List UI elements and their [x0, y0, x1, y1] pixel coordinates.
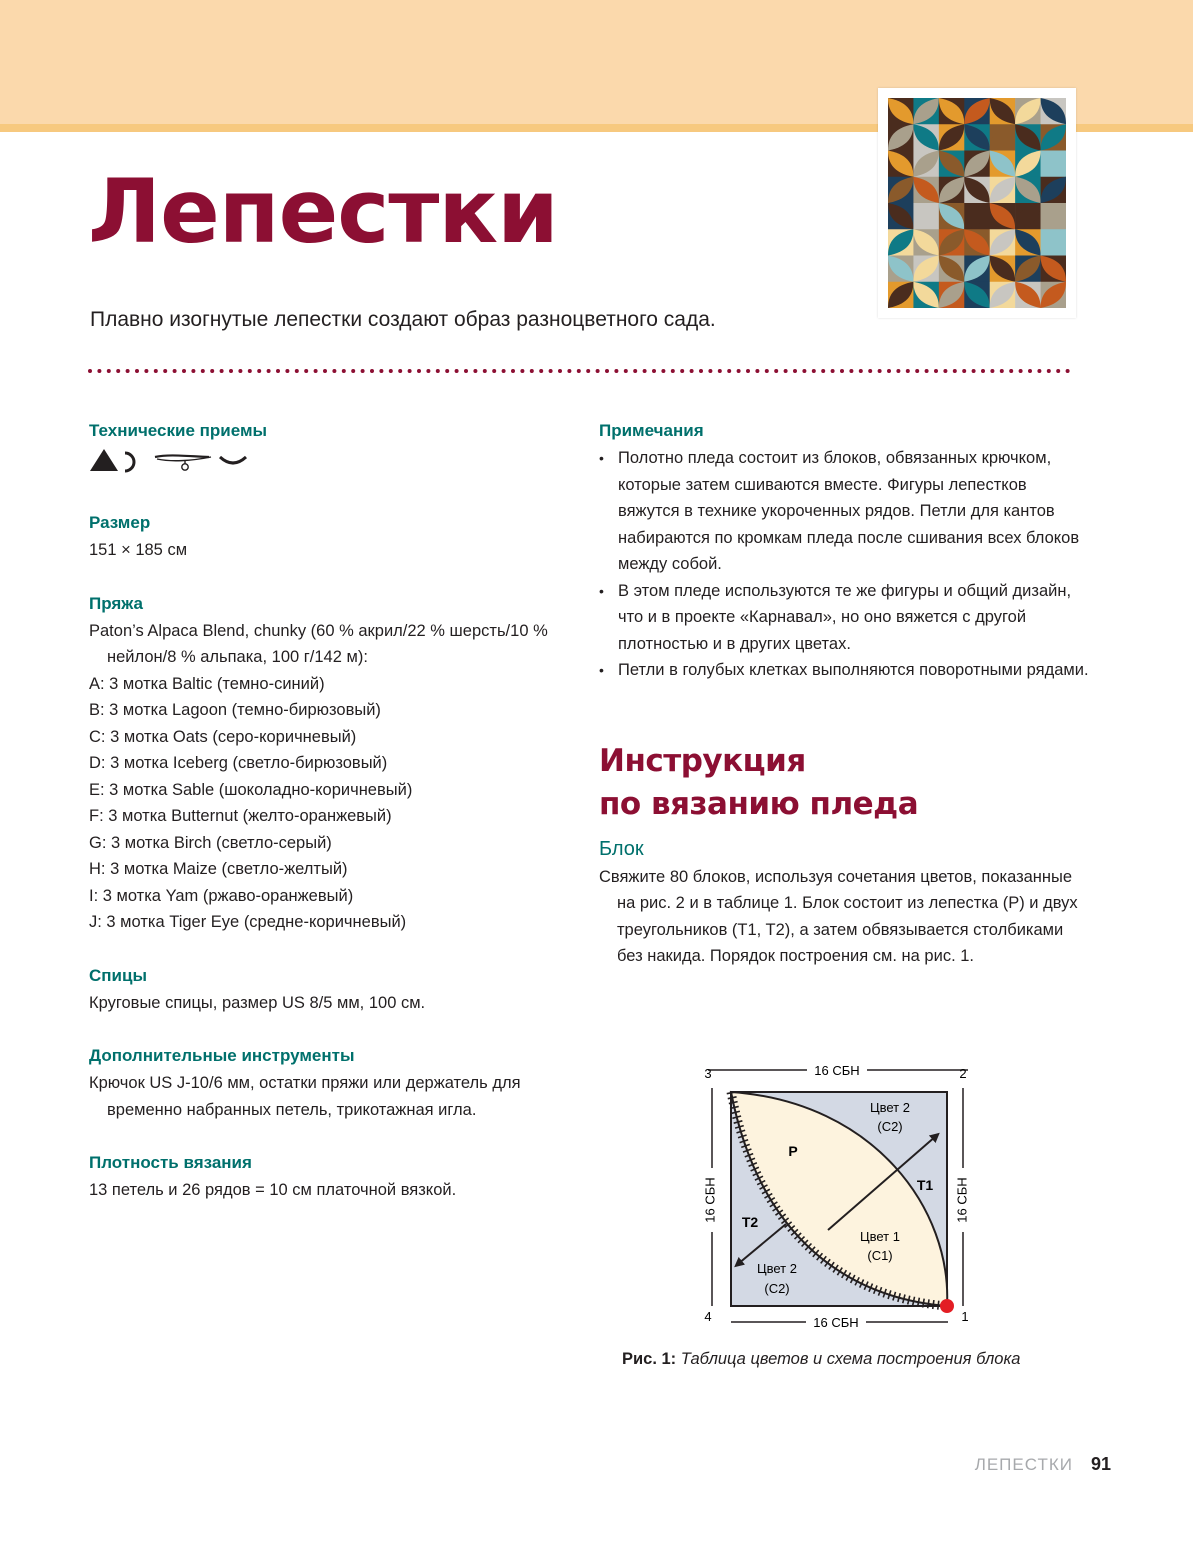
figure-caption	[622, 1350, 1092, 1369]
blanket-block	[939, 124, 965, 151]
color1-code: (C1)	[867, 1248, 893, 1263]
blanket-block	[964, 229, 990, 256]
blanket-block	[1041, 256, 1066, 283]
blanket-block	[964, 203, 990, 230]
page-subtitle: Плавно изогнутые лепестки создают образ разноцветного сада.	[90, 308, 716, 331]
caption-label: Рис. 1:	[622, 1350, 677, 1368]
corner-3: 3	[704, 1066, 712, 1081]
yarn-item: F: 3 мотка Butternut (желто-оранжевый)	[89, 807, 392, 825]
blanket-block	[913, 282, 939, 308]
blanket-block	[990, 124, 1016, 151]
corner-4: 4	[704, 1309, 712, 1324]
needles-heading: Спицы	[89, 965, 147, 985]
instructions-heading-line1: Инструкция	[599, 742, 806, 779]
note-item: • В этом пледе используются те же фигуры и общий дизайн, что и в проекте «Карнавал», но оно вяжется с другой плотностью и в других цветах.	[599, 578, 1089, 658]
yarn-heading: Пряжа	[89, 593, 144, 613]
start-marker	[940, 1299, 954, 1313]
blanket-block	[1015, 229, 1041, 256]
blanket-block	[913, 256, 939, 283]
technique-icon-row	[89, 445, 259, 475]
page-number: 91	[1090, 1454, 1111, 1474]
smile-arc-icon	[220, 457, 246, 463]
needles-value: Круговые спицы, размер US 8/5 мм, 100 см.	[89, 993, 426, 1012]
gauge-heading: Плотность вязания	[89, 1153, 252, 1172]
page-footer	[975, 1454, 1111, 1475]
color2-bottom-code: (C2)	[764, 1281, 790, 1296]
techniques-heading: Технические приемы	[89, 421, 268, 440]
blanket-block	[888, 124, 914, 151]
color2-top-code: (C2)	[877, 1119, 903, 1134]
blanket-block	[939, 177, 965, 204]
block-diagram	[680, 1050, 990, 1342]
yarn-item: A: 3 мотка Baltic (темно-синий)	[89, 674, 325, 693]
blanket-block	[939, 282, 965, 308]
top-stitch-label: 16 СБН	[814, 1063, 860, 1078]
block-text: Свяжите 80 блоков, используя сочетания цветов, показанные на рис. 2 и в таблице 1. Блок состоит из лепестка (P) и двух треугольников (T1, T2), а затем обвязывается столбиками без накида. Порядок построения см. на рис. 1.	[599, 867, 1078, 965]
blanket-block	[964, 98, 990, 125]
yarn-item: I: 3 мотка Yam (ржаво-оранжевый)	[89, 886, 354, 905]
triangle-icon	[90, 449, 118, 471]
blanket-block	[888, 98, 914, 125]
page-title: Лепестки	[88, 160, 558, 263]
short-row-arc-icon	[125, 453, 134, 471]
color1-label: Цвет 1	[860, 1229, 900, 1244]
blanket-block	[990, 282, 1016, 308]
t1-label: T1	[916, 1177, 934, 1193]
yarn-item: C: 3 мотка Oats (серо-коричневый)	[89, 727, 357, 746]
blanket-block	[964, 124, 990, 151]
tools-value: Крючок US J-10/6 мм, остатки пряжи или держатель для временно набранных петель, трикотажная игла.	[89, 1074, 521, 1119]
blanket-block	[888, 229, 914, 256]
corner-2: 2	[959, 1066, 967, 1081]
blanket-block	[964, 177, 990, 204]
note-item: • Полотно пледа состоит из блоков, обвязанных крючком, которые затем сшиваются вместе. Фигуры лепестков вяжутся в технике укороченных рядов. Петли для кантов набираются по кромкам пледа после сшивания всех блоков между собой.	[599, 445, 1089, 578]
size-value: 151 × 185 см	[89, 541, 188, 559]
blanket-block	[990, 256, 1016, 283]
blanket-block	[888, 256, 914, 283]
blanket-block	[913, 151, 939, 178]
blanket-block	[1041, 124, 1066, 151]
left-column	[89, 417, 559, 1204]
blanket-block	[990, 229, 1016, 256]
blanket-block	[939, 256, 965, 283]
blanket-block	[1015, 124, 1041, 151]
blanket-block	[888, 282, 914, 308]
blanket-block	[1015, 177, 1041, 204]
blanket-block	[964, 256, 990, 283]
blanket-block	[990, 98, 1016, 125]
bottom-stitch-label: 16 СБН	[813, 1315, 859, 1330]
block-heading: Блок	[599, 837, 644, 860]
yarn-item: B: 3 мотка Lagoon (темно-бирюзовый)	[89, 701, 381, 719]
blanket-block	[939, 229, 965, 256]
caption-text: Таблица цветов и схема построения блока	[680, 1350, 1021, 1368]
dotted-divider	[88, 366, 1078, 376]
blanket-block	[1015, 282, 1041, 308]
blanket-block	[1041, 203, 1066, 230]
blanket-thumbnail	[878, 88, 1076, 318]
note-item: • Петли в голубых клетках выполняются поворотными рядами.	[599, 657, 1089, 684]
blanket-block	[1015, 256, 1041, 283]
blanket-block	[888, 203, 914, 230]
blanket-block	[990, 177, 1016, 204]
yarn-item: J: 3 мотка Tiger Eye (средне-коричневый)	[89, 913, 407, 931]
yarn-item: H: 3 мотка Maize (светло-желтый)	[89, 860, 348, 878]
t2-label: T2	[741, 1214, 759, 1230]
blanket-block	[1015, 151, 1041, 178]
blanket-block	[1015, 203, 1041, 230]
blanket-block	[939, 203, 965, 230]
color2-top-label: Цвет 2	[870, 1100, 910, 1115]
blanket-block	[913, 98, 939, 125]
blanket-block	[1041, 98, 1066, 125]
instructions-heading-line2: по вязанию пледа	[599, 785, 919, 822]
blanket-block	[1041, 229, 1066, 256]
petal-label: P	[788, 1143, 798, 1159]
right-stitch-label: 16 СБН	[954, 1177, 970, 1223]
color2-bottom-label: Цвет 2	[757, 1261, 797, 1276]
blanket-block	[1041, 282, 1066, 308]
corner-1: 1	[961, 1309, 969, 1324]
technique-icons	[89, 445, 559, 485]
gauge-value: 13 петель и 26 рядов = 10 см платочной вязкой.	[89, 1181, 457, 1199]
footer-section-title: ЛЕПЕСТКИ	[974, 1455, 1073, 1474]
notes-list	[599, 445, 1089, 684]
blanket-block	[990, 203, 1016, 230]
size-heading: Размер	[89, 513, 151, 532]
blanket-block	[913, 124, 939, 151]
yarn-brand: Paton’s Alpaca Blend, chunky (60 % акрил/22 % шерсть/10 % нейлон/8 % альпака, 100 г/142 м):	[89, 621, 548, 666]
blanket-block	[888, 151, 914, 178]
crochet-hook-icon	[155, 455, 211, 470]
blanket-block	[1015, 98, 1041, 125]
blanket-block	[990, 151, 1016, 178]
notes-heading: Примечания	[599, 421, 704, 440]
yarn-item: G: 3 мотка Birch (светло-серый)	[89, 833, 332, 852]
blanket-preview-image	[888, 98, 1066, 308]
left-stitch-label: 16 СБН	[702, 1177, 718, 1223]
blanket-block	[1041, 151, 1066, 178]
yarn-item: E: 3 мотка Sable (шоколадно-коричневый)	[89, 780, 413, 799]
blanket-block	[913, 229, 939, 256]
blanket-block	[1041, 177, 1066, 204]
right-column	[599, 417, 1089, 970]
blanket-block	[964, 151, 990, 178]
blanket-block	[939, 151, 965, 178]
yarn-item: D: 3 мотка Iceberg (светло-бирюзовый)	[89, 754, 388, 772]
blanket-block	[913, 177, 939, 204]
blanket-block	[888, 177, 914, 204]
tools-heading: Дополнительные инструменты	[89, 1046, 355, 1065]
blanket-block	[913, 203, 939, 230]
blanket-block	[939, 98, 965, 125]
blanket-block	[964, 282, 990, 308]
